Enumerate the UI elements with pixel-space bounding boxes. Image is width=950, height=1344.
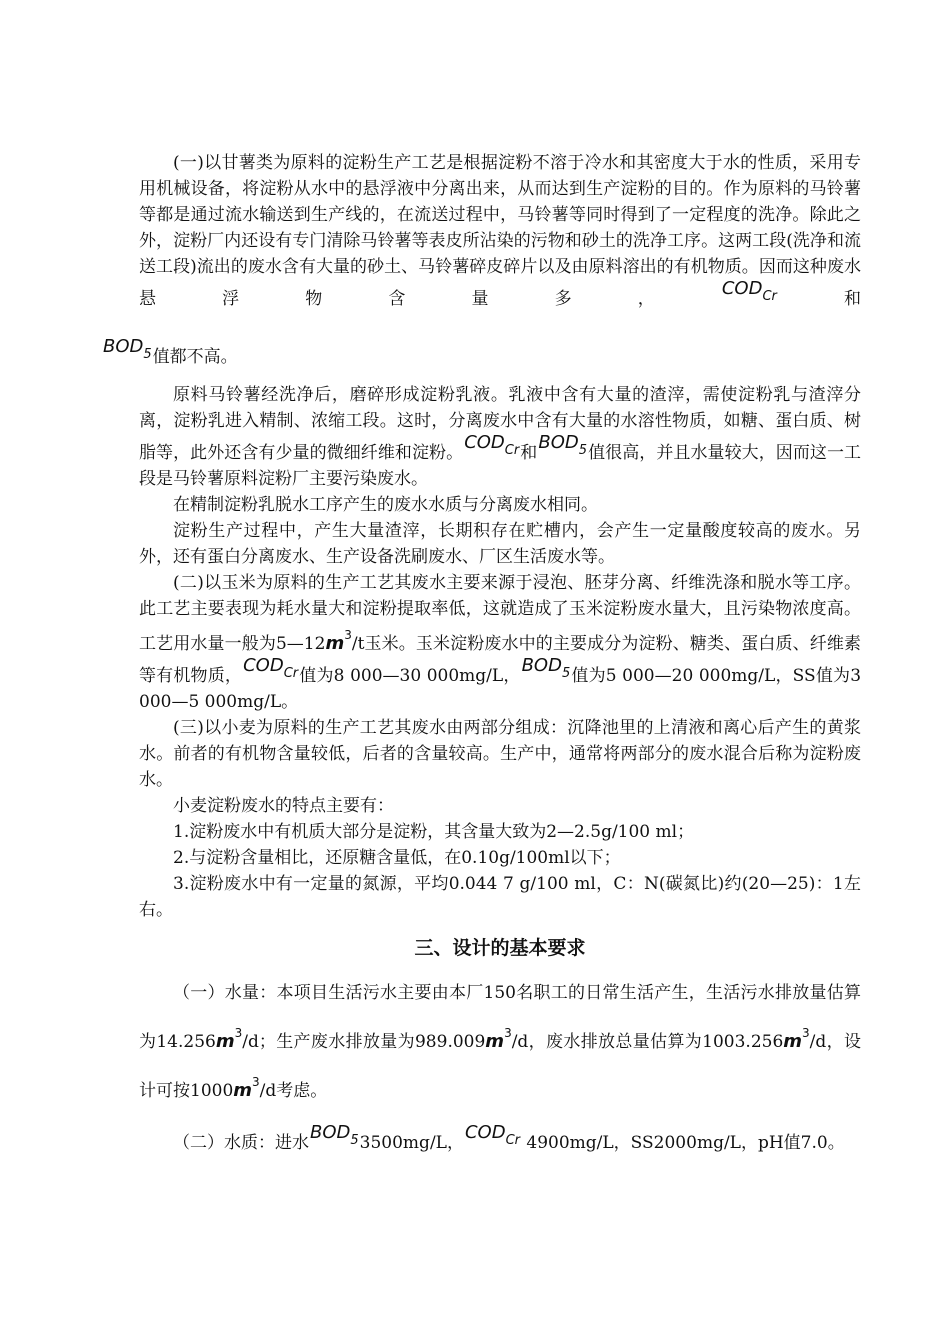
section-heading: 三、设计的基本要求 xyxy=(414,937,586,959)
paragraph-text: /t玉米。玉米淀粉废水中的主要成分为淀粉、糖类、蛋白质、纤维素等有机物质， xyxy=(139,634,861,686)
paragraph-water-quality xyxy=(139,1123,861,1163)
paragraph-text: 值都不高。 xyxy=(152,347,238,367)
cod-cr-formula: $COD_{Cr}$ xyxy=(721,278,777,304)
paragraph-water-volume xyxy=(139,973,861,1111)
paragraph-sweet-potato-process xyxy=(103,150,862,370)
list-item-2: 2.与淀粉含量相比，还原糖含量低，在0.10g/100ml以下； xyxy=(173,848,621,868)
paragraph-text: 值为5 000—20 000mg/L，SS值为3 000—5 000mg/L。 xyxy=(139,666,862,712)
paragraph-text: 原料马铃薯经洗净后，磨碎形成淀粉乳液。乳液中含有大量的渣滓，需使淀粉乳与渣滓分离，淀粉乳进入精制、浓缩工段。这时，分离废水中含有大量的水溶性物质，如糖、蛋白质、树脂等，此外还含有少量的微细纤维和淀粉。 xyxy=(139,385,861,463)
paragraph-text: 和 xyxy=(520,443,538,463)
bod5-formula: $BOD_5$ xyxy=(103,336,152,362)
paragraph-text: /d考虑。 xyxy=(259,1081,328,1101)
paragraph-text: （一）水量：本项目生活污水主要由本厂150名职工的日常生活产生，生活污水排放量估算为14.256 xyxy=(139,983,861,1052)
bod5-formula: $BOD_5$ xyxy=(310,1122,359,1148)
cubic-meter-unit: $m^3$ xyxy=(783,1026,810,1052)
paragraph-residue: 淀粉生产过程中，产生大量渣滓，长期积存在贮槽内，会产生一定量酸度较高的废水。另外，还有蛋白分离废水、生产设备洗刷废水、厂区生活废水等。 xyxy=(139,521,861,567)
line-gap xyxy=(139,316,861,330)
bod5-formula: $BOD_5$ xyxy=(538,432,588,458)
paragraph-potato-grinding xyxy=(139,382,861,492)
cubic-meter-unit: $m^3$ xyxy=(233,1075,260,1101)
list-item-1: 1.淀粉废水中有机质大部分是淀粉，其含量大致为2—2.5g/100 ml； xyxy=(173,822,695,842)
paragraph-wheat-process: (三)以小麦为原料的生产工艺其废水由两部分组成：沉降池里的上清液和离心后产生的黄浆水。前者的有机物含量较低，后者的含量较高。生产中，通常将两部分的废水混合后称为淀粉废水。 xyxy=(139,718,861,790)
paragraph-wheat-features-intro: 小麦淀粉废水的特点主要有： xyxy=(173,796,394,816)
paragraph-text: 值为8 000—30 000mg/L， xyxy=(299,666,521,686)
document-body xyxy=(103,150,862,1163)
paragraph-dewatering: 在精制淀粉乳脱水工序产生的废水水质与分离废水相同。 xyxy=(173,495,598,515)
paragraph-text: 3500mg/L， xyxy=(359,1133,464,1153)
cubic-meter-unit: $m^3$ xyxy=(325,628,352,654)
paragraph-text: /d，废水排放总量估算为1003.256 xyxy=(511,1032,784,1052)
bod5-formula: $BOD_5$ xyxy=(521,655,571,681)
paragraph-text: 4900mg/L，SS2000mg/L，pH值7.0。 xyxy=(521,1133,845,1153)
paragraph-corn-process xyxy=(139,570,861,715)
cod-cr-formula: $COD_{Cr}$ xyxy=(464,432,520,458)
list-item-3: 3.淀粉废水中有一定量的氮源，平均0.044 7 g/100 ml，C：N(碳氮比)约(20—25)：1左右。 xyxy=(139,874,861,920)
cubic-meter-unit: $m^3$ xyxy=(485,1026,512,1052)
cod-cr-formula: $COD_{Cr}$ xyxy=(243,655,299,681)
paragraph-text: (二)以玉米为原料的生产工艺其废水主要来源于浸泡、胚芽分离、纤维洗涤和脱水等工序。此工艺主要表现为耗水量大和淀粉提取率低，这就造成了玉米淀粉废水量大，且污染物浓度高。工艺用水量一般为5—12 xyxy=(139,573,861,654)
paragraph-text: /d，设计可按1000 xyxy=(139,1032,861,1101)
paragraph-text: 和 xyxy=(777,289,862,309)
cubic-meter-unit: $m^3$ xyxy=(215,1026,243,1052)
paragraph-text: （二）水质：进水 xyxy=(173,1133,309,1153)
paragraph-text: (一)以甘薯类为原料的淀粉生产工艺是根据淀粉不溶于冷水和其密度大于水的性质，采用专用机械设备，将淀粉从水中的悬浮液中分离出来，从而达到生产淀粉的目的。作为原料的马铃薯等都是通过流水输送到生产线的，在流送过程中，马铃薯等同时得到了一定程度的洗净。除此之外，淀粉厂内还设有专门清除马铃薯等表皮所沾染的污物和砂土的洗净工序。这两工段(洗净和流送工段)流出的废水含有大量的砂土、马铃薯碎皮碎片以及由原料溶出的有机物质。因而这种废水悬浮物含量多， xyxy=(139,153,861,309)
paragraph-text: /d；生产废水排放量为989.009 xyxy=(242,1032,486,1052)
paragraph-text: 值很高，并且水量较大，因而这一工段是马铃薯原料淀粉厂主要污染废水。 xyxy=(139,443,862,489)
cod-cr-formula: $COD_{Cr}$ xyxy=(464,1122,520,1148)
